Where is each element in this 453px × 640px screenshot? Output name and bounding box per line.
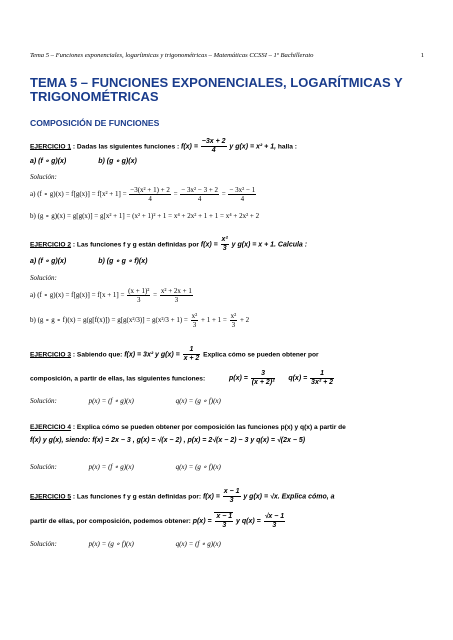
ej2-solution-label: Solución: bbox=[30, 274, 57, 282]
ej1-solution-label: Solución: bbox=[30, 173, 57, 181]
ej2-items: a) (f ∘ g)(x) b) (g ∘ g ∘ f)(x) bbox=[30, 258, 148, 265]
page-title: TEMA 5 – FUNCIONES EXPONENCIALES, LOGARÍTMICAS Y TRIGONOMÉTRICAS bbox=[30, 75, 403, 104]
ej1-solution-b: b) (g ∘ g)(x) = g[g(x)] = g[x² + 1] = (x² + 1)² + 1 = x⁴ + 2x² + 1 + 1 = x⁴ + 2x² + 2 bbox=[30, 212, 260, 220]
ej2-statement: EJERCICIO 2 : Las funciones f y g están definidas por f(x) = $\frac{\text{x²}}{3}$ y g(x) = x + 1. Calcula : bbox=[30, 236, 308, 252]
ej4-label: EJERCICIO 4 bbox=[30, 424, 72, 431]
ej4-statement: EJERCICIO 4 : Explica cómo se pueden obtener por composición las funciones p(x) y q(x) a partir de bbox=[30, 424, 346, 431]
ej4-solution: Solución: p(x) = (f ∘ g)(x) q(x) = (g ∘ f)(x) bbox=[30, 463, 221, 471]
ej5-line2: partir de ellas, por composición, podemos obtener: p(x) = $\frac{x - 1}{3}$ y q(x) = $\frac{√x - 1}{3}$ bbox=[30, 512, 285, 529]
ej3-line2: composición, a partir de ellas, las siguientes funciones: p(x) = $\frac{3}{\text{(x + 2)²}}$ q(x) = $\frac{1}{\text{3x² + 2}}$ bbox=[30, 370, 334, 386]
ej1-label: EJERCICIO 1 bbox=[30, 143, 72, 151]
ej1-statement: EJERCICIO 1 : Dadas las siguientes funciones : f(x) = $\frac{-3x + 2}{4}$ y g(x) = x² + 1, halla : bbox=[30, 138, 297, 154]
ej5-statement: EJERCICIO 5 : Las funciones f y g están definidas por: f(x) = $\frac{x - 1}{3}$ y g(x) = √x. Explica cómo, a bbox=[30, 488, 335, 504]
header-text: Tema 5 – Funciones exponenciales, logarítmicas y trigonométricas – Matemáticas CCSSI – 1º Bachillerato bbox=[30, 52, 314, 59]
ej2-solution-a: a) (f ∘ g)(x) = f[g(x)] = f[x + 1] = $\frac{\text{(x + 1)²}}{3}$ = $\frac{\text{x² + 2x + 1}}{3}$ bbox=[30, 287, 192, 304]
ej3-solution: Solución: p(x) = (f ∘ g)(x) q(x) = (g ∘ f)(x) bbox=[30, 397, 221, 405]
ej3-statement: EJERCICIO 3 : Sabiendo que: f(x) = 3x² y g(x) = $\frac{1}{x + 2}$ Explica cómo se pueden obtener por bbox=[30, 346, 319, 362]
ej1-items: a) (f ∘ g)(x) b) (g ∘ g)(x) bbox=[30, 158, 137, 165]
page-number: 1 bbox=[420, 52, 424, 59]
ej1-solution-a: a) (f ∘ g)(x) = f[g(x)] = f[x² + 1] = $\frac{\text{−3(x² + 1) + 2}}{4}$ = $\frac{\text{− 3x² − 3 + 2}}{4}$ = $\frac{\text{− 3x² − 1}}{4}$ bbox=[30, 186, 256, 203]
ej2-label: EJERCICIO 2 bbox=[30, 241, 72, 249]
ej2-solution-b: b) (g ∘ g ∘ f)(x) = g(g[f(x)]) = g[g(x²/3)] = g(x²/3 + 1) = $\frac{\text{x²}}{3}$ + 1 + 1 = $\frac{\text{x²}}{3}$ + 2 bbox=[30, 312, 250, 329]
ej5-solution: Solución: p(x) = (g ∘ f)(x) q(x) = (f ∘ g)(x) bbox=[30, 540, 221, 548]
running-header bbox=[30, 52, 424, 59]
section-heading: COMPOSICIÓN DE FUNCIONES bbox=[30, 118, 160, 128]
ej4-line2: f(x) y g(x), siendo: f(x) = 2x − 3 , g(x) = √(x − 2) , p(x) = 2√(x − 2) − 3 y q(x) = √(2x − 5) bbox=[30, 437, 306, 444]
ej3-label: EJERCICIO 3 bbox=[30, 351, 72, 359]
ej5-label: EJERCICIO 5 bbox=[30, 493, 72, 501]
ej1-f-fraction: $\frac{-3x + 2}{4}$ bbox=[201, 138, 226, 154]
